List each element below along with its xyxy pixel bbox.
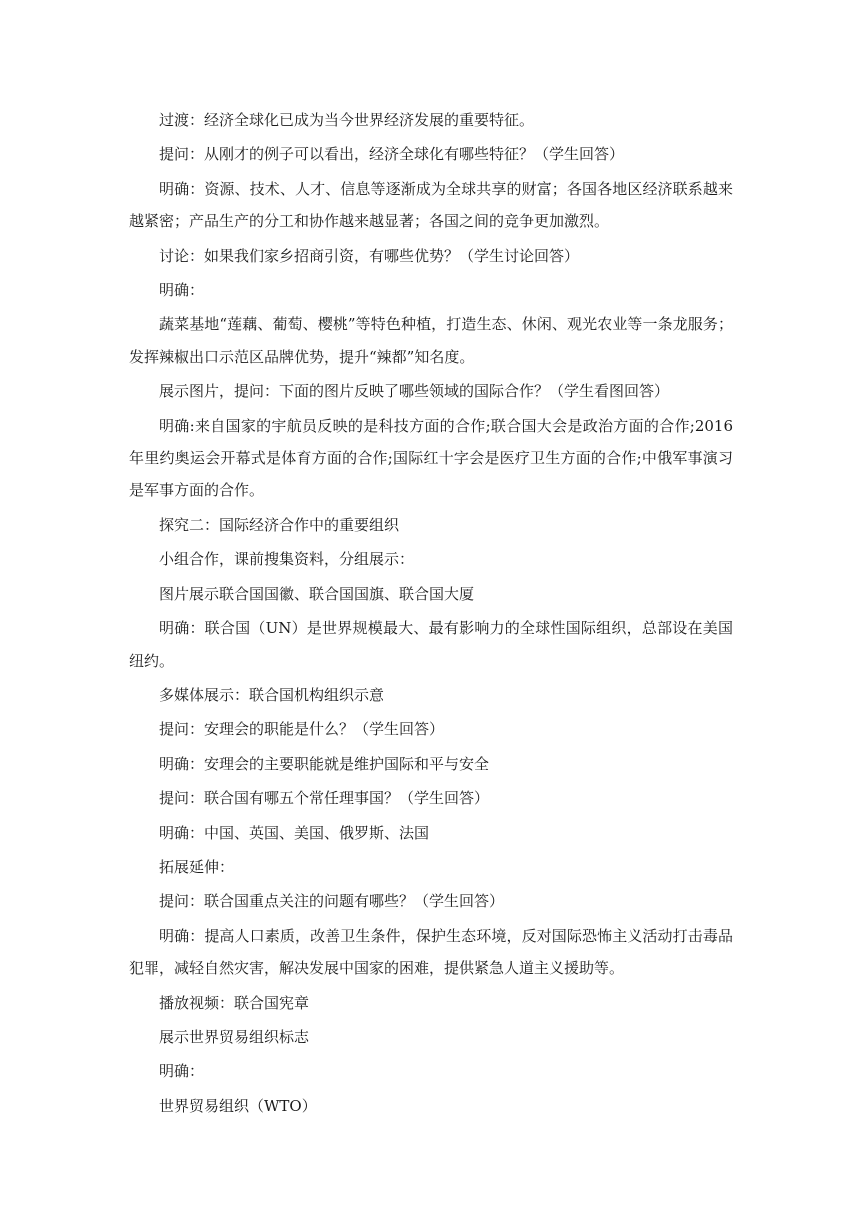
paragraph-un-definition: 明确：联合国（UN）是世界规模最大、最有影响力的全球性国际组织，总部设在美国纽约。 — [129, 619, 733, 670]
paragraph-question-security-council: 提问：安理会的职能是什么？（学生回答） — [159, 720, 445, 739]
paragraph-inquiry-two: 探究二：国际经济合作中的重要组织 — [159, 515, 400, 534]
paragraph-transition: 过渡：经济全球化已成为当今世界经济发展的重要特征。 — [159, 111, 535, 129]
paragraph-wto: 世界贸易组织（WTO） — [159, 1096, 317, 1115]
paragraph-clarify-label: 明确： — [159, 281, 205, 300]
paragraph-question-permanent-members: 提问：联合国有哪五个常任理事国？（学生回答） — [159, 789, 490, 808]
document-body — [129, 104, 733, 1124]
paragraph-multimedia: 多媒体展示：联合国机构组织示意 — [159, 685, 385, 704]
paragraph-extension: 拓展延伸： — [159, 857, 235, 876]
paragraph-question-features: 提问：从刚才的例子可以看出，经济全球化有哪些特征？（学生回答） — [159, 145, 625, 164]
paragraph-hometown-advantages: 蔬菜基地“莲藕、葡萄、樱桃”等特色种植，打造生态、休闲、观光农业等一条龙服务；发挥辣椒出口示范区品牌优势，提升“辣都”知名度。 — [129, 315, 733, 366]
paragraph-answer-security-council: 明确：安理会的主要职能就是维护国际和平与安全 — [159, 754, 490, 773]
paragraph-un-pictures: 图片展示联合国国徽、联合国国旗、联合国大厦 — [159, 584, 475, 603]
paragraph-wto-logo: 展示世界贸易组织标志 — [159, 1027, 310, 1046]
paragraph-cooperation-fields: 明确:来自国家的宇航员反映的是科技方面的合作;联合国大会是政治方面的合作;2016年里约奥运会开幕式是体育方面的合作;国际红十字会是医疗卫生方面的合作;中俄军事演习是军事方面的合作。 — [129, 416, 733, 500]
paragraph-video-charter: 播放视频：联合国宪章 — [159, 993, 310, 1012]
paragraph-clarify-label-2: 明确： — [159, 1062, 205, 1081]
paragraph-answer-permanent-members: 明确：中国、英国、美国、俄罗斯、法国 — [159, 823, 430, 842]
paragraph-answer-un-issues: 明确：提高人口素质，改善卫生条件，保护生态环境，反对国际恐怖主义活动打击毒品犯罪，减轻自然灾害，解决发展中国家的困难，提供紧急人道主义援助等。 — [129, 926, 733, 978]
paragraph-group-work: 小组合作，课前搜集资料，分组展示： — [159, 550, 415, 569]
paragraph-answer-features: 明确：资源、技术、人才、信息等逐渐成为全球共享的财富；各国各地区经济联系越来越紧密；产品生产的分工和协作越来越显著；各国之间的竞争更加激烈。 — [129, 179, 733, 231]
paragraph-question-un-issues: 提问：联合国重点关注的问题有哪些？（学生回答） — [159, 892, 505, 911]
paragraph-discussion: 讨论：如果我们家乡招商引资，有哪些优势？（学生讨论回答） — [159, 246, 580, 265]
paragraph-show-pictures: 展示图片，提问：下面的图片反映了哪些领域的国际合作？（学生看图回答） — [159, 382, 670, 401]
